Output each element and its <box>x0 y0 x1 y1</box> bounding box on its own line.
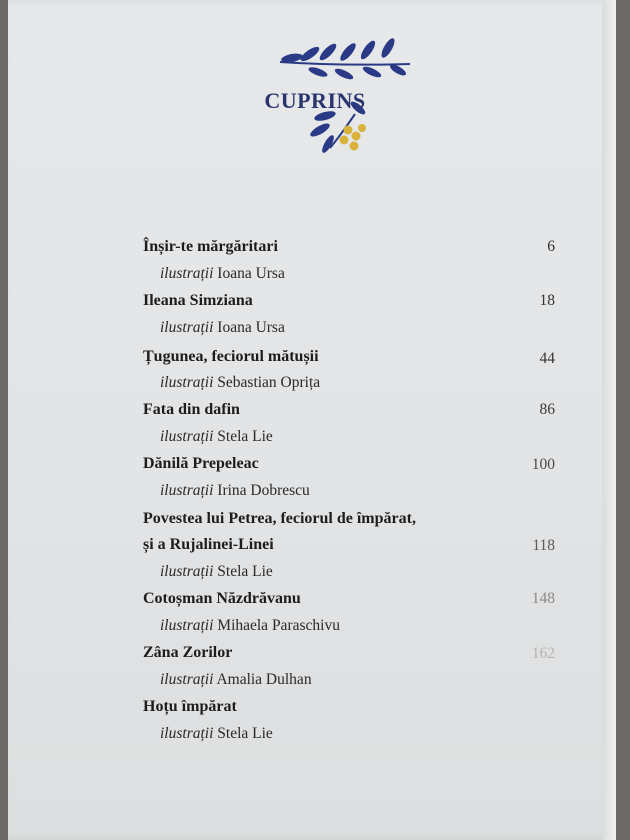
toc-entry-page: 6 <box>547 238 555 255</box>
toc-entry-page: 162 <box>531 645 555 662</box>
illustrator-prefix: ilustrații <box>160 482 214 499</box>
toc-entry-title: și a Rujalinei-Linei <box>143 536 274 553</box>
illustrator-prefix: ilustrații <box>160 563 214 580</box>
toc-entry-title: Hoțu împărat <box>143 698 237 715</box>
toc-entry-page: 44 <box>539 350 555 367</box>
illustrator-name: Stela Lie <box>217 725 273 742</box>
page-title: CUPRINS <box>264 88 366 113</box>
toc-entry-illustrator <box>160 319 285 337</box>
illustrator-name: Sebastian Oprița <box>217 374 321 391</box>
toc-entry-title: Cotoșman Năzdrăvanu <box>143 590 301 607</box>
illustrator-prefix: ilustrații <box>160 374 214 391</box>
toc-entry-title: Înșir-te mărgăritari <box>143 238 278 255</box>
toc-entry-page: 86 <box>539 401 555 418</box>
illustrator-name: Stela Lie <box>217 563 273 580</box>
illustrator-prefix: ilustrații <box>160 617 214 634</box>
toc-entry-title-line1: Povestea lui Petrea, feciorul de împărat, <box>143 510 416 527</box>
illustrator-name: Mihaela Paraschivu <box>217 617 340 634</box>
illustrator-prefix: ilustrații <box>160 265 214 282</box>
toc-entry-page: 18 <box>539 292 555 309</box>
toc-entry-title: Dănilă Prepeleac <box>143 455 259 472</box>
toc-entry-illustrator <box>160 617 340 635</box>
toc-entry-title: Zâna Zorilor <box>143 644 233 661</box>
toc-entry-illustrator <box>160 428 273 446</box>
toc-entry-page: 100 <box>531 456 555 473</box>
illustrator-prefix: ilustrații <box>160 428 214 445</box>
illustrator-name: Ioana Ursa <box>217 265 285 282</box>
illustrator-prefix: ilustrații <box>160 319 214 336</box>
illustrator-prefix: ilustrații <box>160 671 214 688</box>
toc-entry-title: Țugunea, feciorul mătușii <box>143 348 319 365</box>
toc-entry-page: 118 <box>532 537 555 554</box>
illustrator-name: Stela Lie <box>217 428 273 445</box>
illustrator-name: Amalia Dulhan <box>216 671 312 688</box>
illustrator-prefix: ilustrații <box>160 725 214 742</box>
toc-entry-illustrator <box>160 563 273 581</box>
illustrator-name: Irina Dobrescu <box>217 482 310 499</box>
toc-entry-illustrator <box>160 671 312 689</box>
toc-entry-illustrator <box>160 482 310 500</box>
toc-entry-title: Fata din dafin <box>143 401 240 418</box>
toc-entry-illustrator <box>160 374 320 392</box>
toc-entry-page: 148 <box>531 590 555 607</box>
toc-entry-illustrator <box>160 725 273 743</box>
toc-entry-title: Ileana Simziana <box>143 292 253 309</box>
illustrator-name: Ioana Ursa <box>217 319 285 336</box>
toc-entry-illustrator <box>160 265 285 283</box>
